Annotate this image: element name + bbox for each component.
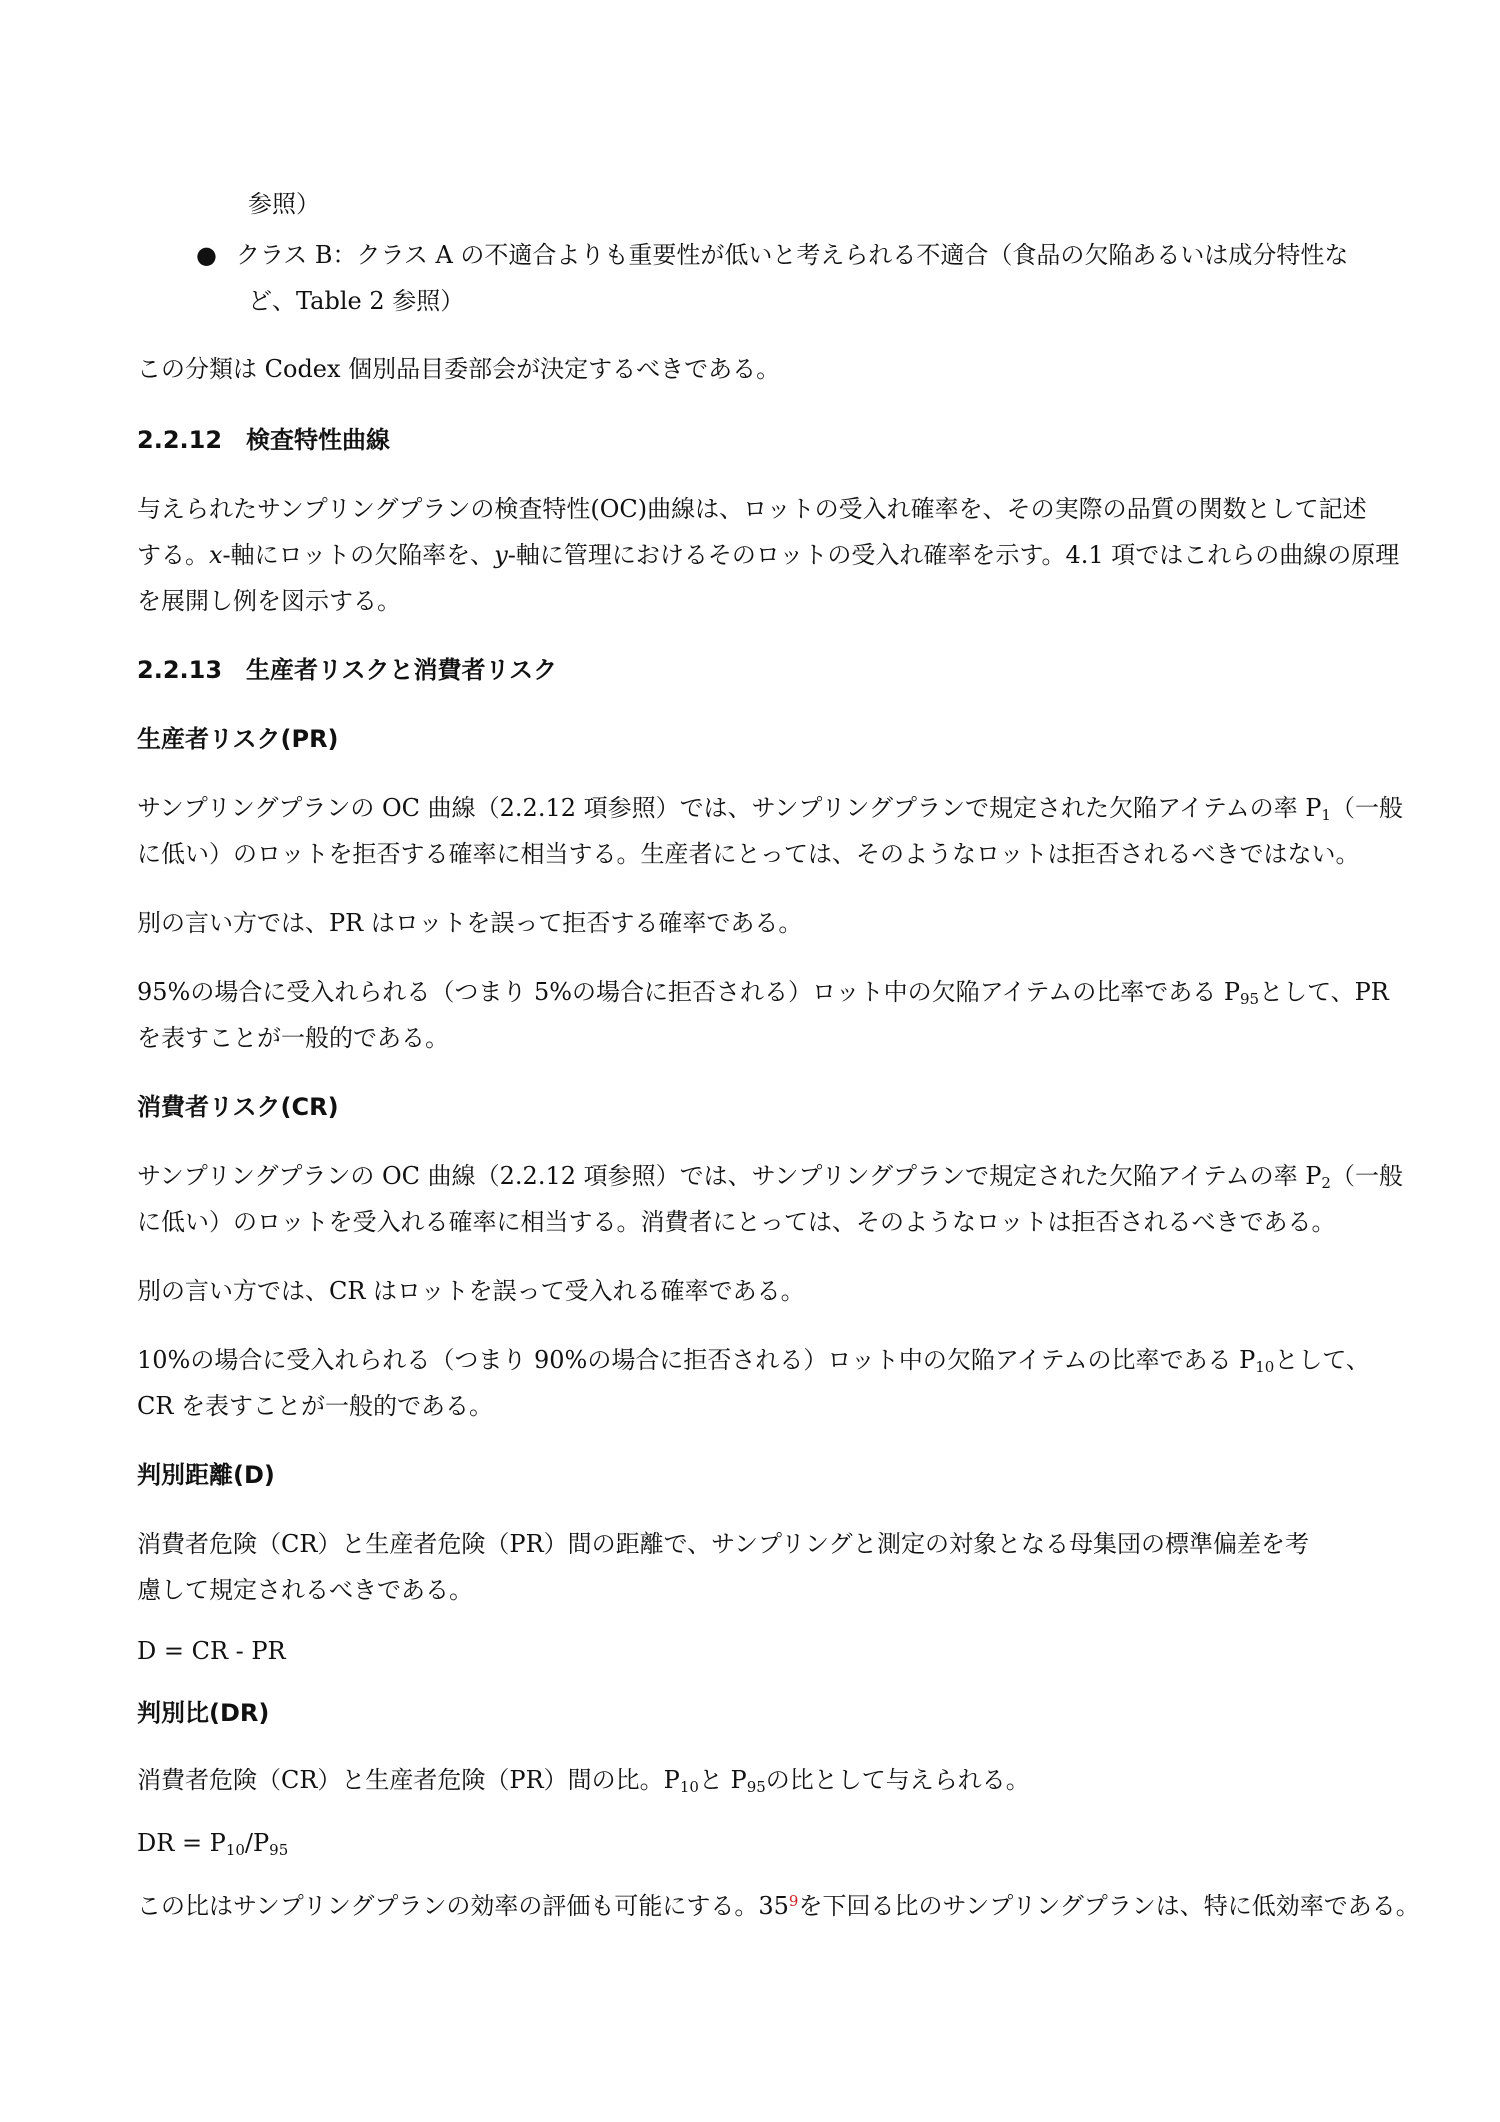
paragraph: を展開し例を図示する。 [137, 587, 401, 615]
x-axis-var: x [209, 541, 223, 569]
text: 10%の場合に受入れられる（つまり 90%の場合に拒否される）ロット中の欠陥アイテムの比率である P [137, 1346, 1256, 1374]
bullet-class-b: クラス B：クラス A の不適合よりも重要性が低いと考えられる不適合（食品の欠陥あるいは成分特性な [236, 241, 1349, 269]
continued-text: 参照） [248, 190, 320, 218]
text: として、PR [1259, 978, 1389, 1006]
paragraph: 別の言い方では、CR はロットを誤って受入れる確率である。 [137, 1277, 805, 1305]
subheading-pr: 生産者リスク(PR) [137, 725, 339, 753]
text: /P [244, 1829, 270, 1857]
paragraph [137, 1343, 1370, 1377]
paragraph: 消費者危険（CR）と生産者危険（PR）間の距離で、サンプリングと測定の対象となる母集団の標準偏差を考 [137, 1530, 1310, 1558]
subscript: 1 [1321, 806, 1331, 824]
text: -軸にロットの欠陥率を、 [222, 541, 495, 569]
text: -軸に管理におけるそのロットの受入れ確率を示す。4.1 項ではこれらの曲線の原理 [507, 541, 1400, 569]
paragraph [137, 975, 1389, 1009]
text: DR = P [137, 1829, 226, 1857]
paragraph: に低い）のロットを拒否する確率に相当する。生産者にとっては、そのようなロットは拒否されるべきではない。 [137, 840, 1360, 868]
subscript: 10 [679, 1778, 699, 1796]
bullet-icon: ● [196, 241, 217, 269]
bullet-class-b-cont: ど、Table 2 参照） [248, 287, 465, 315]
paragraph: 別の言い方では、PR はロットを誤って拒否する確率である。 [137, 909, 803, 937]
subscript: 10 [225, 1841, 245, 1859]
text: 消費者危険（CR）と生産者危険（PR）間の比。P [137, 1766, 680, 1794]
text: する。 [137, 541, 209, 569]
paragraph [137, 538, 1399, 572]
paragraph [137, 1159, 1403, 1193]
subheading-dr: 判別比(DR) [137, 1699, 270, 1727]
subheading-cr: 消費者リスク(CR) [137, 1093, 339, 1121]
paragraph: CR を表すことが一般的である。 [137, 1392, 494, 1420]
formula-d: D = CR - PR [137, 1637, 286, 1665]
text: を下回る比のサンプリングプランは、特に低効率である。 [798, 1892, 1420, 1920]
formula-dr [137, 1826, 288, 1860]
paragraph: に低い）のロットを受入れる確率に相当する。消費者にとっては、そのようなロットは拒否されるべきである。 [137, 1208, 1336, 1236]
paragraph [137, 1763, 1030, 1797]
text: この比はサンプリングプランの効率の評価も可能にする。35 [137, 1892, 789, 1920]
subheading-d: 判別距離(D) [137, 1461, 275, 1489]
text: の比として与えられる。 [765, 1766, 1030, 1794]
paragraph [137, 1889, 1420, 1923]
footnote-ref[interactable]: 9 [788, 1892, 799, 1910]
subscript: 2 [1321, 1174, 1331, 1192]
text: と P [698, 1766, 747, 1794]
text: サンプリングプランの OC 曲線（2.2.12 項参照）では、サンプリングプランで規定された欠陥アイテムの率 P [137, 794, 1322, 822]
text: サンプリングプランの OC 曲線（2.2.12 項参照）では、サンプリングプランで規定された欠陥アイテムの率 P [137, 1162, 1322, 1190]
text: 95%の場合に受入れられる（つまり 5%の場合に拒否される）ロット中の欠陥アイテムの比率である P [137, 978, 1240, 1006]
subscript: 95 [1239, 990, 1260, 1008]
text: として、 [1274, 1346, 1370, 1374]
paragraph: 慮して規定されるべきである。 [137, 1576, 473, 1604]
subscript: 95 [269, 1841, 289, 1859]
paragraph: を表すことが一般的である。 [137, 1024, 449, 1052]
section-heading-2-2-13: 2.2.13 生産者リスクと消費者リスク [137, 656, 558, 684]
subscript: 10 [1255, 1358, 1275, 1376]
y-axis-var: y [494, 541, 508, 569]
paragraph: 与えられたサンプリングプランの検査特性(OC)曲線は、ロットの受入れ確率を、その実際の品質の関数として記述 [137, 495, 1367, 523]
section-heading-2-2-12: 2.2.12 検査特性曲線 [137, 426, 391, 454]
text: （一般 [1330, 1162, 1403, 1190]
text: （一般 [1330, 794, 1403, 822]
paragraph: この分類は Codex 個別品目委部会が決定するべきである。 [137, 355, 781, 383]
subscript: 95 [746, 1778, 766, 1796]
paragraph [137, 791, 1403, 825]
